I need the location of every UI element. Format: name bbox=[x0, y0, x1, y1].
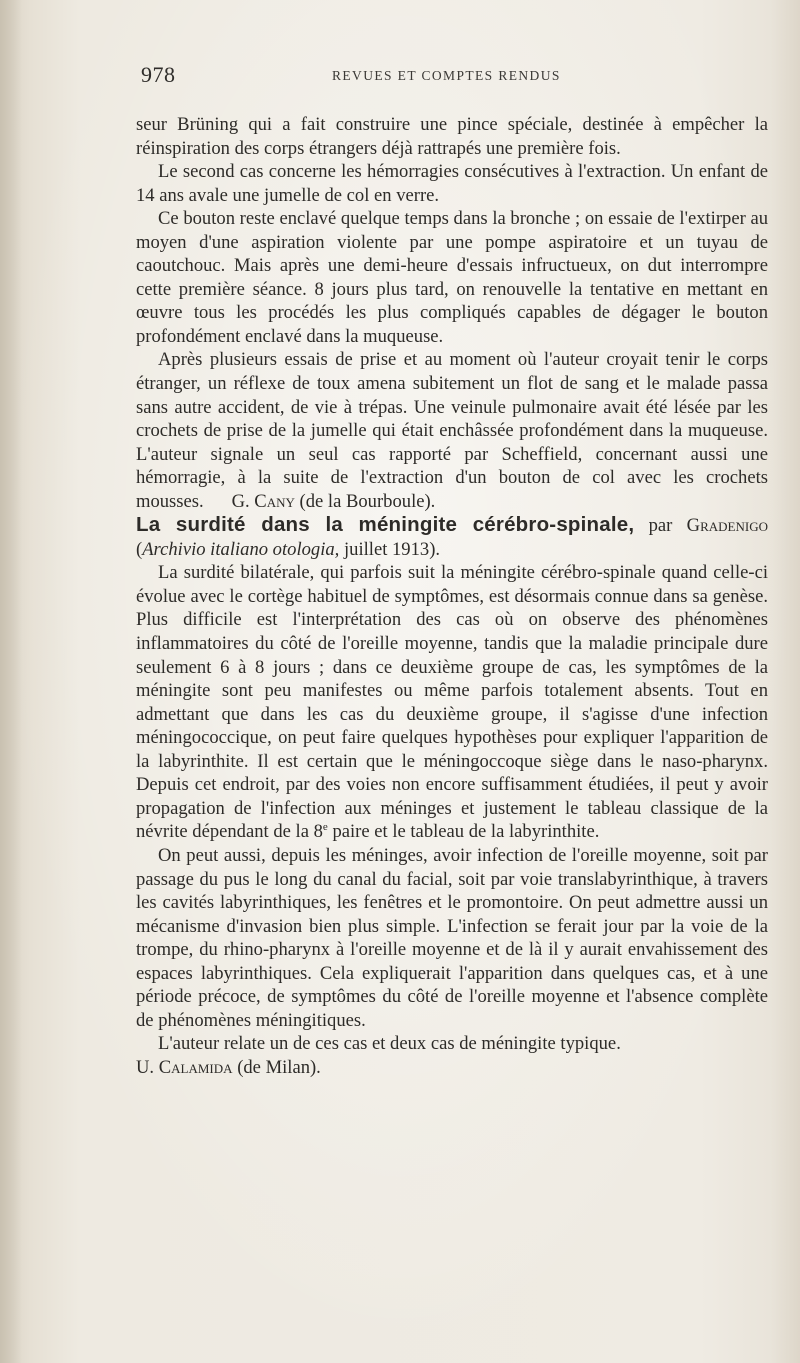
running-head: REVUES ET COMPTES RENDUS bbox=[332, 68, 561, 83]
signature bbox=[136, 1056, 768, 1080]
signature-place: (de la Bourboule). bbox=[299, 490, 436, 512]
signature-initial: G. bbox=[231, 490, 250, 512]
article-by: par bbox=[648, 515, 673, 537]
ordinal: 8 bbox=[313, 821, 323, 843]
paragraph: Le second cas concerne les hémorragies consécutives à l'extraction. Un enfant de 14 ans avale une jumelle de col en verre. bbox=[136, 161, 768, 206]
paragraph-text: paire et le tableau de la labyrinthite. bbox=[332, 821, 600, 843]
ordinal-suffix: e bbox=[322, 821, 328, 834]
paragraph-text: Après plusieurs essais de prise et au moment où l'auteur croyait tenir le corps étranger, un réflexe de toux amena subitement un flot de sang et le malade passa sans autre accident, de vie à trépas. Une veinule pulmonaire avait été lésée par les crochets de prise de la jumelle qui était enchâssée profondément dans la muqueuse. L'auteur signale un seul cas rapporté par Scheffield, concernant aussi une hémorragie, à la suite de l'extraction d'un bouton de col avec les crochets mousses. bbox=[136, 349, 768, 512]
page-binding-shadow bbox=[0, 0, 22, 1363]
paragraph bbox=[136, 561, 768, 844]
paragraph: seur Brüning qui a fait construire une pince spéciale, destinée à empêcher la réinspiration des corps étrangers déjà rattrapés une première fois. bbox=[136, 114, 768, 159]
signature-name: Calamida bbox=[158, 1056, 233, 1078]
article-source: Archivio italiano otologia, bbox=[142, 538, 340, 560]
paragraph bbox=[136, 348, 768, 513]
paragraph: L'auteur relate un de ces cas et deux cas de méningite typique. bbox=[158, 1033, 621, 1055]
article-heading: La surdité dans la méningite cérébro-spinale, par Gradenigo (Archivio italiano otologia, juillet 1913). bbox=[136, 513, 768, 560]
signature-initial: U. bbox=[136, 1056, 155, 1078]
body-text bbox=[136, 113, 768, 1079]
paragraph: Ce bouton reste enclavé quelque temps dans la bronche ; on essaie de l'extirper au moyen d'une aspiration violente par une pompe aspiratoire et un tuyau de caoutchouc. Mais après une demi-heure d'essais infructueux, on dut interrompre cette première séance. 8 jours plus tard, on renouvelle la tentative en mettant en œuvre tous les procédés les plus compliqués capables de dégager le bouton profondément enclavé dans la muqueuse. bbox=[136, 208, 768, 347]
article-title: La surdité dans la méningite cérébro-spinale, bbox=[136, 513, 635, 537]
article-author: Gradenigo bbox=[686, 515, 768, 537]
paragraph-text: La surdité bilatérale, qui parfois suit la méningite cérébro-spinale quand celle-ci évolue avec le cortège habituel de symptômes, est désormais connue dans sa genèse. Plus difficile est l'interprétation des cas où on observe des phénomènes inflammatoires du côté de l'oreille moyenne, tandis que la maladie principale dure seulement 6 à 8 jours ; dans ce deuxième groupe de cas, les symptômes de la méningite sont peu manifestes ou même parfois totalement absents. Tout en admettant que dans les cas du deuxième groupe, il s'agisse d'une infection méningococcique, on peut faire quelques hypothèses pour expliquer l'apparition de la labyrinthite. Il est certain que le méningoccoque siège dans le naso-pharynx. Depuis cet endroit, par des voies non encore suffisamment étudiées, il peut y avoir propagation de l'infection aux méninges et justement le tableau classique de la névrite dépendant de la bbox=[136, 562, 768, 843]
page-header bbox=[0, 62, 800, 90]
signature-place: (de Milan). bbox=[237, 1056, 321, 1078]
page-number: 978 bbox=[141, 62, 176, 87]
paragraph: On peut aussi, depuis les méninges, avoir infection de l'oreille moyenne, soit par passage du pus le long du canal du facial, soit par voie translabyrinthique, à travers les cavités labyrinthiques, les fenêtres et le promontoire. On peut admettre aussi un mécanisme d'invasion bien plus simple. L'infection se ferait jour par la voie de la trompe, du rhino-pharynx à l'oreille moyenne et de là il y aurait envahissement des espaces labyrinthiques. Cela expliquerait l'apparition dans quelques cas, et à une période précoce, de symptômes du côté de l'oreille moyenne et l'absence complète de phénomènes méningitiques. bbox=[136, 844, 768, 1031]
signature-name: Cany bbox=[254, 490, 295, 512]
article-date: juillet 1913). bbox=[343, 538, 441, 560]
